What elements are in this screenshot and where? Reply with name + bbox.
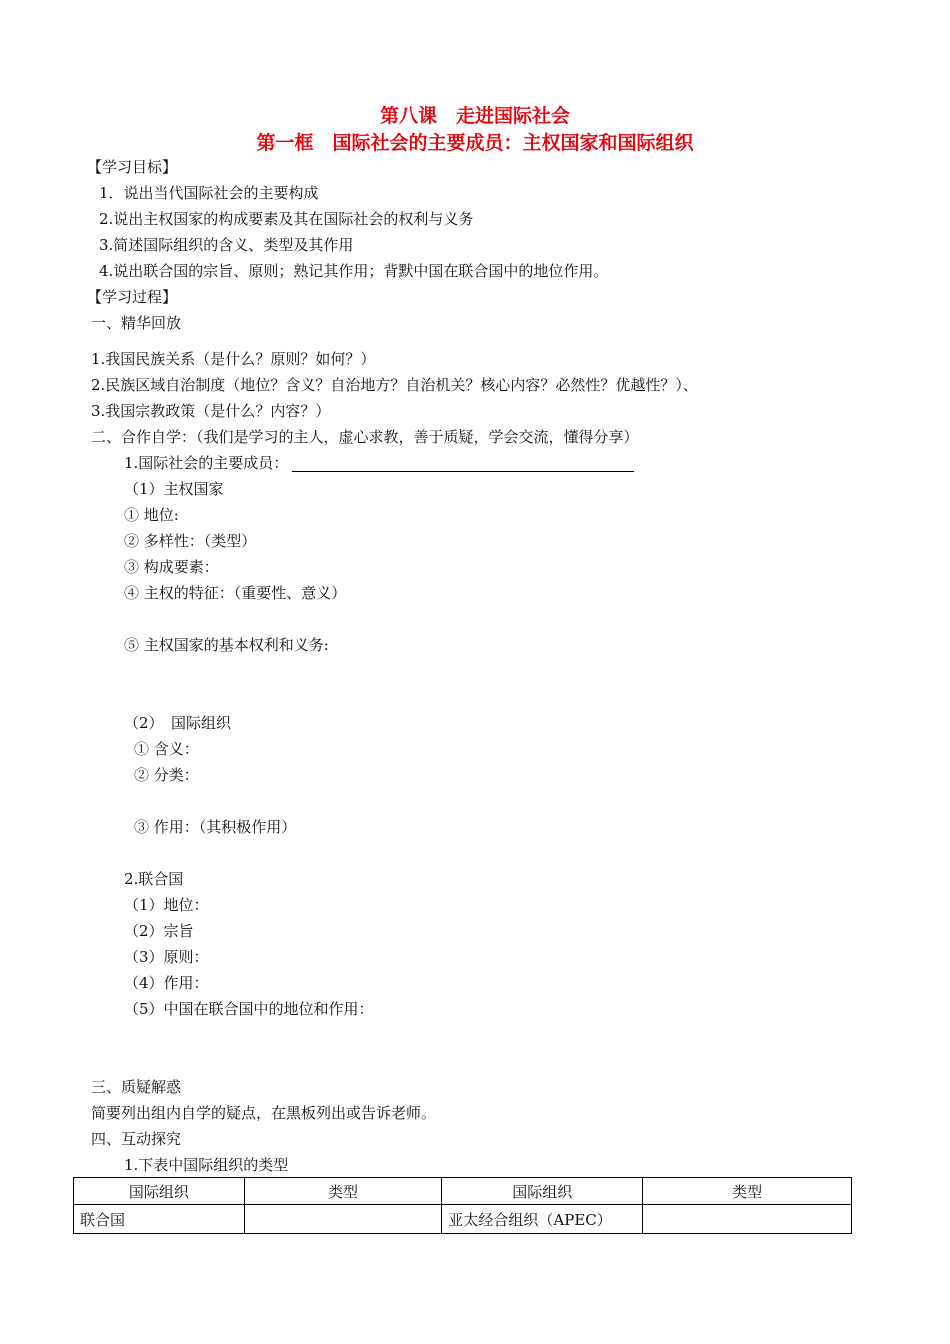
answer-blank-line[interactable]: [292, 457, 634, 472]
intl-org-item: ① 含义：: [134, 740, 199, 758]
objective-item: 1．说出当代国际社会的主要构成: [99, 184, 319, 202]
intl-org-item: ③ 作用：（其积极作用）: [134, 818, 297, 836]
objective-item: 2.说出主权国家的构成要素及其在国际社会的权利与义务: [99, 210, 474, 228]
doubts-text: 简要列出组内自学的疑点，在黑板列出或告诉老师。: [91, 1104, 437, 1122]
objective-item: 4.说出联合国的宗旨、原则；熟记其作用；背默中国在联合国中的地位作用。: [99, 262, 609, 280]
table-header-cell: 类型: [244, 1178, 442, 1205]
lesson-title: 第八课 走进国际社会: [379, 105, 570, 127]
frame-title: 第一框 国际社会的主要成员：主权国家和国际组织: [256, 132, 694, 154]
self-study-heading: 二、合作自学：（我们是学习的主人，虚心求教，善于质疑，学会交流，懂得分享）: [91, 428, 639, 446]
table-answer-cell[interactable]: [244, 1205, 442, 1234]
un-item: （5）中国在联合国中的地位和作用：: [124, 1000, 374, 1018]
un-heading: 2.联合国: [124, 870, 184, 888]
table-header-row: [74, 1178, 852, 1205]
main-members-question: [124, 454, 634, 472]
table-header-cell: 类型: [643, 1178, 852, 1205]
un-item: （4）作用：: [124, 974, 209, 992]
objective-item: 3.简述国际组织的含义、类型及其作用: [99, 236, 354, 254]
process-heading: 【学习过程】: [87, 288, 178, 306]
un-item: （3）原则：: [124, 948, 209, 966]
un-item: （1）地位：: [124, 896, 209, 914]
table-answer-cell[interactable]: [643, 1205, 852, 1234]
table-cell: 联合国: [74, 1205, 245, 1234]
table-header-cell: 国际组织: [442, 1178, 643, 1205]
org-type-table: [73, 1177, 852, 1234]
sovereign-heading: （1）主权国家: [124, 480, 224, 498]
doubts-heading: 三、质疑解惑: [91, 1078, 182, 1096]
sovereign-item: ① 地位:: [124, 506, 179, 524]
sovereign-item: ④ 主权的特征：（重要性、意义）: [124, 584, 347, 602]
intl-org-item: ② 分类：: [134, 766, 199, 784]
main-members-label: 1.国际社会的主要成员：: [124, 454, 289, 472]
objectives-heading: 【学习目标】: [87, 158, 178, 176]
table-cell: 亚太经合组织（APEC）: [442, 1205, 643, 1234]
sovereign-item: ② 多样性：（类型）: [124, 532, 257, 550]
review-item: 2.民族区域自治制度（地位？含义？自治地方？自治机关？核心内容？必然性？优越性？）、: [91, 376, 698, 394]
review-item: 1.我国民族关系（是什么？原则？如何？）: [91, 350, 376, 368]
explore-heading: 四、互动探究: [91, 1130, 182, 1148]
sovereign-item: ⑤ 主权国家的基本权利和义务:: [124, 636, 329, 654]
review-item: 3.我国宗教政策（是什么？内容？）: [91, 402, 331, 420]
table-header-cell: 国际组织: [74, 1178, 245, 1205]
table-row: [74, 1205, 852, 1234]
explore-question: 1.下表中国际组织的类型: [124, 1156, 289, 1174]
review-heading: 一、精华回放: [91, 314, 182, 332]
intl-org-heading: （2） 国际组织: [124, 714, 232, 732]
un-item: （2）宗旨: [124, 922, 194, 940]
sovereign-item: ③ 构成要素：: [124, 558, 219, 576]
